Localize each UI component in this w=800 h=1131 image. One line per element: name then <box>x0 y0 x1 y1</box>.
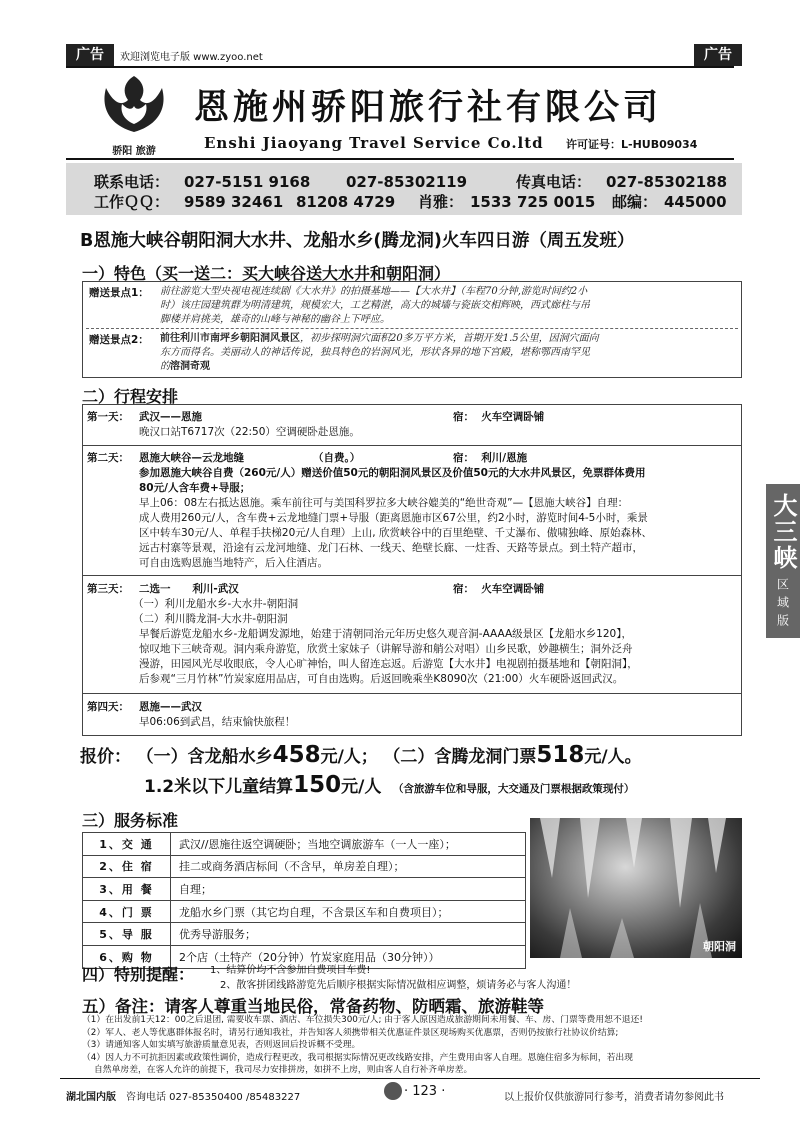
phone-label: 联系电话： <box>94 173 170 191</box>
logo-flame-icon <box>92 74 176 136</box>
gift2-label: 赠送景点2： <box>89 334 149 346</box>
table-row <box>83 900 526 923</box>
footer-phone: 咨询电话 027-85350400 /85483227 <box>126 1092 301 1103</box>
table-row <box>83 923 526 946</box>
day3-label: 第三天： <box>87 583 129 595</box>
price-option2: （二）含腾龙洞门票 <box>383 747 537 767</box>
qq-label: 工作ＱＱ： <box>94 193 170 211</box>
note-4b: 自然单房差，在客人允许的前提下，我司尽力安排拼房，如拼不上房，则由客人自行补齐单房差。 <box>94 1065 473 1075</box>
price-option2-unit: 元/人。 <box>584 747 642 767</box>
service-value: 龙船水乡门票（其它均自理，不含景区车和自费项目）； <box>171 900 526 923</box>
day3-line2: （二）利川腾龙洞-大水井-朝阳洞 <box>133 613 288 625</box>
footer-edition: 湖北国内版 <box>66 1092 116 1103</box>
service-value: 优秀导游服务； <box>171 923 526 946</box>
gift2-line1: ，初步探明洞穴面积20多万平方米，首期开发1.5公里，因洞穴面向 <box>300 333 599 344</box>
note-2: （2）军人、老人等优惠群体报名时，请另行通知我社，并告知客人须携带相关优惠证件景区现场购买优惠票，否则仍按旅行社协议价结算; <box>82 1027 619 1038</box>
gift2-line3-pre: 的 <box>160 361 170 372</box>
page-number: · 123 · <box>404 1084 446 1099</box>
photo-caption: 朝阳洞 <box>703 940 736 953</box>
service-key: 3、用 餐 <box>83 878 171 901</box>
logo-text: 骄阳 旅游 <box>112 146 156 157</box>
ad-badge-right: 广告 <box>694 44 742 66</box>
day2-route: 恩施大峡谷—云龙地缝 <box>139 452 244 464</box>
day2-line3: 早上06：08左右抵达恩施。乘车前往可与美国科罗拉多大峡谷媲美的“绝世奇观”—【恩施大峡谷】自理： <box>139 497 629 509</box>
page-emblem-icon <box>384 1082 402 1100</box>
gift2-line2: 东方而得名。美丽动人的神话传说，独具特色的岩洞风光，形状各异的地下宫殿，堪称鄂西南罕见 <box>160 347 590 358</box>
footer-rule <box>60 1078 760 1079</box>
phone-1: 027-5151 9168 <box>184 173 311 191</box>
day-divider <box>83 693 741 694</box>
day2-line7: 可自由选购恩施当地特产，后入住酒店。 <box>139 557 328 569</box>
header-rule <box>66 158 734 160</box>
day-divider <box>83 575 741 576</box>
section-features-heading: 一）特色（买一送二：买大峡谷送大水井和朝阳洞） <box>82 264 451 283</box>
side-tab-subtitle: 区域版 <box>775 578 790 632</box>
ad-badge-left: 广告 <box>66 44 114 66</box>
license <box>566 136 697 152</box>
license-number: L-HUB09034 <box>621 138 698 151</box>
price-option1-amount: 458 <box>272 742 321 768</box>
day1-line1: 晚汉口站T6717次（22:50）空调硬卧赴恩施。 <box>139 426 360 438</box>
day3-line6: 后参观“三月竹林”竹炭家庭用品店，可自由选购。后返回晚乘坐K8090次（21:00）火车硬卧返回武汉。 <box>139 673 624 685</box>
gift1-line2: 时）该庄园建筑群为明清建筑，规模宏大，工艺精湛，高大的城墙与瓷嵌交相辉映，西式廊柱与吊 <box>160 300 590 311</box>
service-value: 武汉//恩施往返空调硬卧；当地空调旅游车（一人一座）； <box>171 833 526 856</box>
zip-label: 邮编： <box>612 193 658 211</box>
day1-label: 第一天： <box>87 411 129 423</box>
reminder-line2: 2、散客拼团线路游览先后顺序根据实际情况做相应调整，烦请务必与客人沟通！ <box>220 980 577 991</box>
table-row <box>83 855 526 878</box>
day3-line1: （一）利川龙船水乡-大水井-朝阳洞 <box>133 598 299 610</box>
reminder-line1: 1、结算价均不含参加自费项目车费! <box>210 965 371 976</box>
day2-meal: （自费。） <box>313 452 361 464</box>
table-row <box>83 878 526 901</box>
section-service-heading: 三）服务标准 <box>82 811 179 830</box>
day4-route: 恩施——武汉 <box>139 701 202 713</box>
features-box <box>82 281 742 378</box>
service-key: 2、住 宿 <box>83 855 171 878</box>
company-name-cn: 恩施州骄阳旅行社有限公司 <box>194 87 663 128</box>
service-value: 2个店（土特产（20分钟）竹炭家庭用品（30分钟）） <box>171 945 526 968</box>
day3-route: 二选一 利川-武汉 <box>139 583 239 595</box>
price-option1: （一）含龙船水乡 <box>136 747 273 767</box>
phone-2: 027-85302119 <box>346 173 468 191</box>
section-itinerary-heading: 二）行程安排 <box>82 387 179 406</box>
company-logo <box>92 74 176 157</box>
fax-number: 027-85302188 <box>606 173 728 191</box>
day3-line3: 早餐后游览龙船水乡-龙船调发源地，始建于清朝同治元年历史悠久观音洞-AAAA级景区【龙船水乡120】， <box>139 628 632 640</box>
price-option2-amount: 518 <box>536 742 585 768</box>
cave-photo <box>530 818 742 958</box>
side-tab-title: 大三峡 <box>769 493 798 571</box>
child-price-unit: 元/人 <box>341 777 382 797</box>
features-divider <box>86 328 738 329</box>
day2-line5: 区中转车30元/人、单程手扶梯20元/人自理）上山, 欣赏峡谷中的百里绝壁、千丈瀑布、傲啸独峰、原始森林、 <box>139 527 652 539</box>
day4-label: 第四天： <box>87 701 129 713</box>
day2-stay: 宿： 利川/恩施 <box>453 452 528 464</box>
child-price-amount: 150 <box>293 772 342 798</box>
gift2-highlight: 溶洞奇观 <box>170 361 210 372</box>
day3-line4: 惊叹地下三峡奇观。洞内乘舟游览，欣赏土家妹子（讲解导游和艄公对唱）山乡民歌，妙趣横生；洞外泛舟 <box>139 643 633 655</box>
day1-route: 武汉——恩施 <box>139 411 202 423</box>
note-3: （3）请通知客人如实填写旅游质量意见表，否则返回后投诉概不受理。 <box>82 1040 361 1050</box>
child-price-label: 1.2米以下儿童结算 <box>144 777 294 797</box>
gift2-bold: 前往利川市南坪乡朝阳洞风景区 <box>160 333 300 344</box>
service-table <box>82 832 526 969</box>
zip-code: 445000 <box>664 193 727 211</box>
section-notes-heading: 五）备注：请客人尊重当地民俗，常备药物、防晒霜、旅游鞋等 <box>82 997 544 1016</box>
day3-stay: 宿： 火车空调卧铺 <box>453 583 545 595</box>
notes-block <box>82 1014 643 1077</box>
company-name-en: Enshi Jiaoyang Travel Service Co.ltd <box>204 134 544 152</box>
day2-line4: 成人费用260元/人，含车费+云龙地缝门票+导服（距离恩施市区67公里，约2小时，游览时间4-5小时，乘景 <box>139 512 648 524</box>
child-price-line <box>144 772 634 798</box>
gift1-line3: 脚楼并肩挑美，雄奇的山峰与神秘的幽谷上下呼应。 <box>160 314 390 325</box>
welcome-text: 欢迎浏览电子版 www.zyoo.net <box>120 52 263 63</box>
price-label: 报价： <box>80 747 131 767</box>
table-row <box>83 833 526 856</box>
top-rule <box>66 66 734 68</box>
region-side-tab <box>766 484 800 638</box>
mobile-label: 肖雅： <box>418 193 464 211</box>
footer-disclaimer: 以上报价仅供旅游同行参考，消费者请勿参阅此书 <box>504 1092 724 1103</box>
mobile-number: 1533 725 0015 <box>470 193 596 211</box>
day4-line1: 早06:06到武昌，结束愉快旅程！ <box>139 716 296 728</box>
gift1-line1: 前往游览大型央视电视连续剧《大水井》的拍摄基地——【大水井】（车程70分钟,游览时间约2小 <box>160 286 588 297</box>
day2-label: 第二天： <box>87 452 129 464</box>
qq-1: 9589 32461 <box>184 193 284 211</box>
price-line <box>80 742 642 768</box>
itinerary-box <box>82 404 742 736</box>
qq-2: 81208 4729 <box>296 193 396 211</box>
day3-line5: 漫游，田园风光尽收眼底，令人心旷神怡，叫人留连忘返。后游览【大水井】电视剧拍摄基地和【朝阳洞】， <box>139 658 638 670</box>
fax-label: 传真电话： <box>516 173 592 191</box>
day1-stay: 宿： 火车空调卧铺 <box>453 411 545 423</box>
gift1-label: 赠送景点1： <box>89 287 149 299</box>
day2-line6: 远古村寨等景观，沿途有云龙河地缝、龙门石林、一线天、绝壁长廊、一炷香、天路等景点。到土特产超市， <box>139 542 643 554</box>
license-label: 许可证号： <box>566 138 621 151</box>
section-reminder-heading: 四）特别提醒： <box>82 965 195 984</box>
note-4a: （4）因人力不可抗拒因素或政策性调价，造成行程更改，我司根据实际情况更改线路安排，产生费用由客人自理。恩施住宿多为标间，若出现 <box>82 1052 634 1063</box>
service-key: 4、门 票 <box>83 900 171 923</box>
note-1: （1）在出发前1天12：00之后退团, 需要收车票、酒店、车位损失300元/人; 由于客人原因造成旅游期间未用餐、车、房、门票等费用恕不退还! <box>82 1015 643 1025</box>
service-key: 5、导 服 <box>83 923 171 946</box>
service-key: 6、购 物 <box>83 945 171 968</box>
service-value: 自理； <box>171 878 526 901</box>
day2-line1: 参加恩施大峡谷自费（260元/人）赠送价值50元的朝阳洞风景区及价值50元的大水井风景区，免票群体费用 <box>139 467 646 479</box>
tour-title: B恩施大峡谷朝阳洞大水井、龙船水乡(腾龙洞)火车四日游（周五发班） <box>80 231 635 251</box>
child-price-note: （含旅游车位和导服，大交通及门票根据政策现付） <box>392 783 635 795</box>
price-option1-unit: 元/人； <box>320 747 378 767</box>
day-divider <box>83 445 741 446</box>
day2-line2: 80元/人含车费+导服； <box>139 482 251 494</box>
service-key: 1、交 通 <box>83 833 171 856</box>
cave-stalactite-icon <box>530 818 742 958</box>
service-value: 挂二或商务酒店标间（不含早，单房差自理）； <box>171 855 526 878</box>
